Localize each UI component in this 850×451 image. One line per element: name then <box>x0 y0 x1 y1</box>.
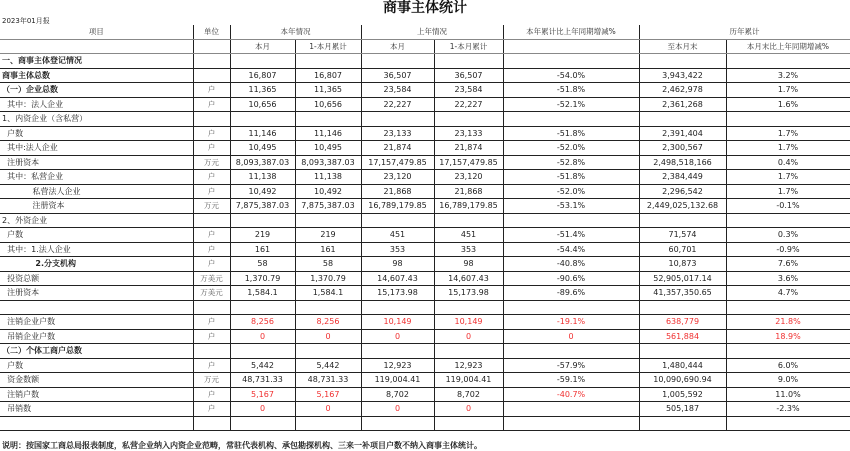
cell-last-month: 119,004.41 <box>361 373 434 388</box>
row-unit <box>193 300 230 315</box>
cell-month-end-yoy: -2.3% <box>726 402 850 417</box>
cell-to-month-end: 561,884 <box>639 329 726 344</box>
cell-last-month: 451 <box>361 228 434 243</box>
cell-this-cum: 48,731.33 <box>295 373 361 388</box>
cell-month-end-yoy: 1.7% <box>726 184 850 199</box>
header-to-month-end: 至本月末 <box>639 39 726 54</box>
cell-last-cum: 17,157,479.85 <box>434 155 503 170</box>
cell-yoy: -51.4% <box>503 228 639 243</box>
cell-last-cum: 12,923 <box>434 358 503 373</box>
cell-this-month: 11,365 <box>230 83 295 98</box>
cell-last-cum: 21,874 <box>434 141 503 156</box>
cell-last-month: 14,607.43 <box>361 271 434 286</box>
cell-yoy: -51.8% <box>503 83 639 98</box>
row-unit: 户 <box>193 228 230 243</box>
row-item: 其中：私营企业 <box>0 170 193 185</box>
cell-last-month <box>361 213 434 228</box>
cell-this-month <box>230 112 295 127</box>
cell-this-cum: 7,875,387.03 <box>295 199 361 214</box>
cell-to-month-end: 1,005,592 <box>639 387 726 402</box>
cell-yoy: -52.0% <box>503 141 639 156</box>
header-yoy: 本年累计比上年同期增减% <box>503 25 639 39</box>
table-body <box>0 54 850 431</box>
cell-yoy: -19.1% <box>503 315 639 330</box>
row-unit: 户 <box>193 257 230 272</box>
cell-yoy: 0 <box>503 329 639 344</box>
cell-month-end-yoy: -0.9% <box>726 242 850 257</box>
cell-this-cum: 16,807 <box>295 68 361 83</box>
cell-last-month: 22,227 <box>361 97 434 112</box>
table-row <box>0 54 850 69</box>
cell-this-month <box>230 416 295 431</box>
cell-last-cum: 23,120 <box>434 170 503 185</box>
row-item <box>0 416 193 431</box>
row-unit: 户 <box>193 170 230 185</box>
cell-month-end-yoy: 1.6% <box>726 97 850 112</box>
cell-this-cum <box>295 54 361 69</box>
table-row <box>0 257 850 272</box>
row-unit: 户 <box>193 358 230 373</box>
cell-this-cum <box>295 213 361 228</box>
row-item: 2.分支机构 <box>0 257 193 272</box>
cell-this-month: 11,146 <box>230 126 295 141</box>
cell-this-cum: 8,256 <box>295 315 361 330</box>
cell-yoy: -53.1% <box>503 199 639 214</box>
cell-to-month-end: 2,361,268 <box>639 97 726 112</box>
cell-this-month: 11,138 <box>230 170 295 185</box>
cell-this-month: 5,167 <box>230 387 295 402</box>
cell-last-month: 8,702 <box>361 387 434 402</box>
row-item: 吊销企业户数 <box>0 329 193 344</box>
cell-this-month: 5,442 <box>230 358 295 373</box>
header-blank <box>0 39 193 54</box>
table-row <box>0 315 850 330</box>
cell-this-month: 58 <box>230 257 295 272</box>
row-unit: 户 <box>193 329 230 344</box>
row-item: 其中：法人企业 <box>0 97 193 112</box>
cell-this-month: 8,256 <box>230 315 295 330</box>
row-item: 其中：1.法人企业 <box>0 242 193 257</box>
cell-month-end-yoy: 3.2% <box>726 68 850 83</box>
row-item: 私营法人企业 <box>0 184 193 199</box>
cell-yoy: -51.8% <box>503 170 639 185</box>
cell-yoy <box>503 112 639 127</box>
cell-yoy: -51.8% <box>503 126 639 141</box>
cell-last-month <box>361 344 434 359</box>
cell-this-month: 1,370.79 <box>230 271 295 286</box>
cell-this-cum: 11,365 <box>295 83 361 98</box>
row-item: 户数 <box>0 126 193 141</box>
table-row <box>0 184 850 199</box>
table-row <box>0 286 850 301</box>
cell-this-month: 10,656 <box>230 97 295 112</box>
cell-month-end-yoy: 7.6% <box>726 257 850 272</box>
cell-last-cum: 0 <box>434 402 503 417</box>
row-item: 注销户数 <box>0 387 193 402</box>
table-row <box>0 271 850 286</box>
cell-this-month: 16,807 <box>230 68 295 83</box>
cell-to-month-end: 2,384,449 <box>639 170 726 185</box>
cell-last-month: 12,923 <box>361 358 434 373</box>
table-row <box>0 83 850 98</box>
cell-this-cum <box>295 300 361 315</box>
cell-last-cum: 8,702 <box>434 387 503 402</box>
table-row <box>0 402 850 417</box>
row-unit <box>193 68 230 83</box>
cell-yoy <box>503 300 639 315</box>
cell-this-cum: 0 <box>295 402 361 417</box>
cell-this-cum: 58 <box>295 257 361 272</box>
cell-month-end-yoy: 18.9% <box>726 329 850 344</box>
cell-to-month-end: 2,462,978 <box>639 83 726 98</box>
table-row <box>0 199 850 214</box>
cell-yoy <box>503 213 639 228</box>
cell-this-month: 0 <box>230 329 295 344</box>
table-row <box>0 387 850 402</box>
cell-yoy: -90.6% <box>503 271 639 286</box>
cell-last-month: 23,584 <box>361 83 434 98</box>
row-unit: 万元 <box>193 155 230 170</box>
cell-yoy: -54.4% <box>503 242 639 257</box>
row-item: 注销企业户数 <box>0 315 193 330</box>
cell-to-month-end <box>639 54 726 69</box>
cell-month-end-yoy <box>726 112 850 127</box>
cell-yoy <box>503 402 639 417</box>
cell-last-cum: 10,149 <box>434 315 503 330</box>
cell-last-month: 16,789,179.85 <box>361 199 434 214</box>
cell-last-month: 21,868 <box>361 184 434 199</box>
row-item: 2、外资企业 <box>0 213 193 228</box>
cell-last-cum: 22,227 <box>434 97 503 112</box>
cell-this-month <box>230 300 295 315</box>
cell-last-cum: 23,584 <box>434 83 503 98</box>
cell-last-month: 23,120 <box>361 170 434 185</box>
cell-this-month: 219 <box>230 228 295 243</box>
cell-to-month-end: 2,296,542 <box>639 184 726 199</box>
cell-last-cum: 451 <box>434 228 503 243</box>
cell-month-end-yoy <box>726 416 850 431</box>
cell-month-end-yoy: 9.0% <box>726 373 850 388</box>
cell-last-cum <box>434 344 503 359</box>
cell-to-month-end: 2,300,567 <box>639 141 726 156</box>
cell-month-end-yoy: 0.4% <box>726 155 850 170</box>
statistics-table <box>0 25 850 431</box>
table-row <box>0 358 850 373</box>
table-row <box>0 68 850 83</box>
header-month-last: 本月 <box>361 39 434 54</box>
cell-yoy <box>503 344 639 359</box>
header-blank <box>503 39 639 54</box>
cell-last-cum <box>434 54 503 69</box>
cell-this-month <box>230 54 295 69</box>
table-row <box>0 126 850 141</box>
cell-month-end-yoy: 1.7% <box>726 170 850 185</box>
cell-this-cum: 1,584.1 <box>295 286 361 301</box>
row-item: 资金数额 <box>0 373 193 388</box>
cell-to-month-end: 1,480,444 <box>639 358 726 373</box>
cell-to-month-end <box>639 300 726 315</box>
row-unit <box>193 416 230 431</box>
cell-this-month: 161 <box>230 242 295 257</box>
cell-to-month-end: 2,391,404 <box>639 126 726 141</box>
cell-last-month: 23,133 <box>361 126 434 141</box>
table-row <box>0 344 850 359</box>
cell-this-cum: 219 <box>295 228 361 243</box>
cell-yoy: -52.0% <box>503 184 639 199</box>
cell-this-cum: 10,495 <box>295 141 361 156</box>
header-history: 历年累计 <box>639 25 850 39</box>
cell-last-cum <box>434 300 503 315</box>
table-row <box>0 416 850 431</box>
row-unit: 万美元 <box>193 271 230 286</box>
header-cum: 1-本月累计 <box>295 39 361 54</box>
cell-last-month: 353 <box>361 242 434 257</box>
cell-yoy: -40.7% <box>503 387 639 402</box>
row-unit: 户 <box>193 83 230 98</box>
cell-this-month <box>230 213 295 228</box>
cell-yoy <box>503 416 639 431</box>
cell-last-cum: 15,173.98 <box>434 286 503 301</box>
cell-month-end-yoy: 11.0% <box>726 387 850 402</box>
header-cum-last: 1-本月累计 <box>434 39 503 54</box>
cell-this-month: 10,492 <box>230 184 295 199</box>
cell-last-cum <box>434 112 503 127</box>
cell-to-month-end: 2,449,025,132.68 <box>639 199 726 214</box>
cell-this-month <box>230 344 295 359</box>
row-unit: 户 <box>193 402 230 417</box>
header-this-year: 本年情况 <box>230 25 361 39</box>
row-item: 注册资本 <box>0 286 193 301</box>
header-unit: 单位 <box>193 25 230 39</box>
report-period: 2023年01月报 <box>2 17 50 25</box>
cell-month-end-yoy <box>726 54 850 69</box>
row-item: 吊销数 <box>0 402 193 417</box>
cell-month-end-yoy <box>726 300 850 315</box>
header-last-year: 上年情况 <box>361 25 503 39</box>
cell-to-month-end: 638,779 <box>639 315 726 330</box>
row-item: 注册资本 <box>0 199 193 214</box>
cell-this-cum: 5,167 <box>295 387 361 402</box>
cell-this-month: 10,495 <box>230 141 295 156</box>
cell-month-end-yoy: 4.7% <box>726 286 850 301</box>
cell-last-month: 0 <box>361 329 434 344</box>
cell-to-month-end <box>639 344 726 359</box>
row-item: 户数 <box>0 228 193 243</box>
cell-this-month: 48,731.33 <box>230 373 295 388</box>
cell-last-month: 17,157,479.85 <box>361 155 434 170</box>
cell-to-month-end <box>639 112 726 127</box>
cell-month-end-yoy: 3.6% <box>726 271 850 286</box>
cell-to-month-end: 41,357,350.65 <box>639 286 726 301</box>
cell-last-month: 98 <box>361 257 434 272</box>
row-item: （二）个体工商户总数 <box>0 344 193 359</box>
cell-last-month: 36,507 <box>361 68 434 83</box>
cell-to-month-end: 60,701 <box>639 242 726 257</box>
cell-this-cum: 10,492 <box>295 184 361 199</box>
cell-to-month-end: 3,943,422 <box>639 68 726 83</box>
cell-to-month-end: 2,498,518,166 <box>639 155 726 170</box>
table-row <box>0 97 850 112</box>
cell-this-month: 0 <box>230 402 295 417</box>
row-unit <box>193 54 230 69</box>
cell-to-month-end: 71,574 <box>639 228 726 243</box>
cell-this-cum: 10,656 <box>295 97 361 112</box>
table-row <box>0 141 850 156</box>
cell-last-cum: 36,507 <box>434 68 503 83</box>
cell-last-month: 21,874 <box>361 141 434 156</box>
cell-last-cum: 16,789,179.85 <box>434 199 503 214</box>
cell-last-cum <box>434 416 503 431</box>
footnote: 说明：按国家工商总局报表制度，私营企业纳入内资企业范畴，常驻代表机构、承包勘探机构、三来一补项目户数不纳入商事主体统计。 <box>2 441 482 450</box>
cell-last-month <box>361 416 434 431</box>
row-unit: 户 <box>193 315 230 330</box>
cell-to-month-end: 10,090,690.94 <box>639 373 726 388</box>
cell-this-cum: 11,146 <box>295 126 361 141</box>
row-unit: 户 <box>193 242 230 257</box>
cell-this-cum <box>295 344 361 359</box>
row-unit: 万元 <box>193 199 230 214</box>
cell-last-month <box>361 54 434 69</box>
row-unit: 户 <box>193 184 230 199</box>
cell-last-month: 10,149 <box>361 315 434 330</box>
header-row-1 <box>0 25 850 39</box>
header-blank <box>193 39 230 54</box>
cell-this-cum <box>295 112 361 127</box>
header-item: 项目 <box>0 25 193 39</box>
cell-month-end-yoy: 6.0% <box>726 358 850 373</box>
cell-this-cum: 0 <box>295 329 361 344</box>
cell-yoy <box>503 54 639 69</box>
cell-month-end-yoy: 1.7% <box>726 141 850 156</box>
cell-month-end-yoy <box>726 213 850 228</box>
cell-this-cum: 8,093,387.03 <box>295 155 361 170</box>
cell-last-month <box>361 300 434 315</box>
cell-this-month: 7,875,387.03 <box>230 199 295 214</box>
cell-last-cum <box>434 213 503 228</box>
cell-yoy: -52.8% <box>503 155 639 170</box>
cell-yoy: -57.9% <box>503 358 639 373</box>
cell-yoy: -54.0% <box>503 68 639 83</box>
row-item: 投资总额 <box>0 271 193 286</box>
cell-month-end-yoy: 21.8% <box>726 315 850 330</box>
table-row <box>0 112 850 127</box>
cell-yoy: -52.1% <box>503 97 639 112</box>
cell-month-end-yoy: -0.1% <box>726 199 850 214</box>
cell-last-cum: 21,868 <box>434 184 503 199</box>
row-item: 1、内资企业（含私营） <box>0 112 193 127</box>
cell-last-cum: 0 <box>434 329 503 344</box>
table-row <box>0 242 850 257</box>
cell-this-cum: 1,370.79 <box>295 271 361 286</box>
cell-to-month-end <box>639 416 726 431</box>
row-item: 其中:法人企业 <box>0 141 193 156</box>
cell-this-cum: 5,442 <box>295 358 361 373</box>
cell-to-month-end: 505,187 <box>639 402 726 417</box>
cell-this-month: 8,093,387.03 <box>230 155 295 170</box>
row-item: 商事主体总数 <box>0 68 193 83</box>
table-row <box>0 228 850 243</box>
row-unit <box>193 112 230 127</box>
row-unit: 万美元 <box>193 286 230 301</box>
cell-this-cum: 161 <box>295 242 361 257</box>
cell-this-cum <box>295 416 361 431</box>
cell-yoy: -59.1% <box>503 373 639 388</box>
header-month: 本月 <box>230 39 295 54</box>
table-row <box>0 373 850 388</box>
header-row-2 <box>0 39 850 54</box>
cell-yoy: -89.6% <box>503 286 639 301</box>
row-unit: 户 <box>193 126 230 141</box>
cell-last-cum: 14,607.43 <box>434 271 503 286</box>
cell-last-cum: 23,133 <box>434 126 503 141</box>
table-row <box>0 155 850 170</box>
header-month-end-yoy: 本月末比上年同期增减% <box>726 39 850 54</box>
cell-to-month-end: 52,905,017.14 <box>639 271 726 286</box>
cell-month-end-yoy <box>726 344 850 359</box>
row-unit <box>193 344 230 359</box>
row-unit: 万元 <box>193 373 230 388</box>
cell-month-end-yoy: 1.7% <box>726 126 850 141</box>
cell-last-month: 0 <box>361 402 434 417</box>
row-unit: 户 <box>193 387 230 402</box>
table-row <box>0 213 850 228</box>
table-row <box>0 170 850 185</box>
row-unit: 户 <box>193 141 230 156</box>
cell-last-cum: 98 <box>434 257 503 272</box>
row-unit: 户 <box>193 97 230 112</box>
cell-this-cum: 11,138 <box>295 170 361 185</box>
cell-this-month: 1,584.1 <box>230 286 295 301</box>
row-item: 一、商事主体登记情况 <box>0 54 193 69</box>
row-item: 户数 <box>0 358 193 373</box>
table-row <box>0 300 850 315</box>
row-item <box>0 300 193 315</box>
cell-month-end-yoy: 1.7% <box>726 83 850 98</box>
row-item: （一）企业总数 <box>0 83 193 98</box>
table-row <box>0 329 850 344</box>
cell-yoy: -40.8% <box>503 257 639 272</box>
cell-last-month <box>361 112 434 127</box>
cell-to-month-end <box>639 213 726 228</box>
cell-to-month-end: 10,873 <box>639 257 726 272</box>
page-title: 商事主体统计 <box>383 0 467 16</box>
cell-last-cum: 119,004.41 <box>434 373 503 388</box>
cell-last-month: 15,173.98 <box>361 286 434 301</box>
cell-month-end-yoy: 0.3% <box>726 228 850 243</box>
cell-last-cum: 353 <box>434 242 503 257</box>
row-unit <box>193 213 230 228</box>
row-item: 注册资本 <box>0 155 193 170</box>
